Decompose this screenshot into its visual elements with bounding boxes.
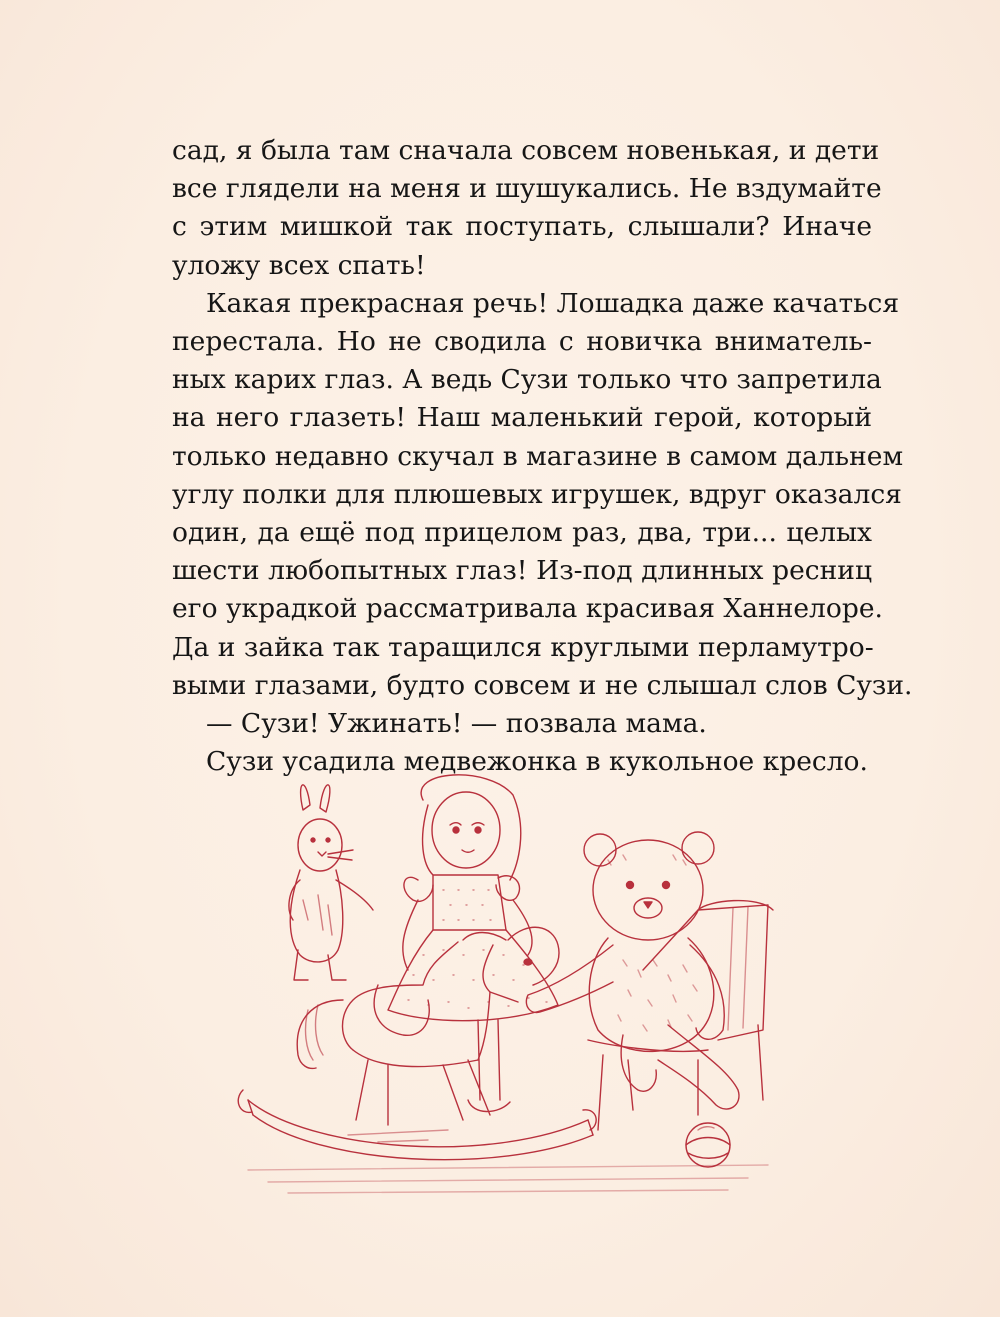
text-line: перестала. Но не сводила с новичка вниматель- bbox=[172, 326, 872, 358]
bunny-drawing bbox=[289, 785, 373, 980]
text-line: ных карих глаз. А ведь Сузи только что запретила bbox=[172, 364, 882, 396]
text-line: Да и зайка так таращился круглыми перламутро- bbox=[172, 631, 874, 663]
text-line: сад, я была там сначала совсем новенькая, и дети bbox=[172, 135, 880, 166]
text-line: только недавно скучал в магазине в самом дальнем bbox=[172, 440, 904, 472]
text-line: выми глазами, будто совсем и не слышал слов Сузи. bbox=[172, 669, 913, 701]
floor-hatching bbox=[248, 1165, 768, 1193]
toys-illustration bbox=[228, 770, 788, 1200]
text-line: с этим мишкой так поступать, слышали? Иначе bbox=[172, 211, 872, 243]
text-line: шести любопытных глаз! Из-под длинных ресниц bbox=[172, 555, 872, 587]
ball-drawing bbox=[686, 1123, 730, 1167]
text-line: уложу всех спать! bbox=[172, 249, 426, 281]
text-line: его украдкой рассматривала красивая Ханнелоре. bbox=[172, 593, 883, 625]
text-line: на него глазеть! Наш маленький герой, который bbox=[172, 402, 872, 434]
dialogue-line: — Сузи! Ужинать! — позвала мама. bbox=[206, 708, 707, 740]
paragraph-start-line: Сузи усадила медвежонка в кукольное кресло. bbox=[206, 746, 868, 778]
teddy-bear-drawing bbox=[526, 832, 773, 1130]
text-line: углу полки для плюшевых игрушек, вдруг оказался bbox=[172, 478, 902, 510]
text-line: все глядели на меня и шушукались. Не вздумайте bbox=[172, 173, 882, 205]
text-line: один, да ещё под прицелом раз, два, три... целых bbox=[172, 517, 872, 549]
paragraph-start-line: Какая прекрасная речь! Лошадка даже качаться bbox=[206, 287, 900, 319]
rocking-horse-drawing bbox=[238, 927, 596, 1159]
story-text bbox=[172, 132, 913, 781]
